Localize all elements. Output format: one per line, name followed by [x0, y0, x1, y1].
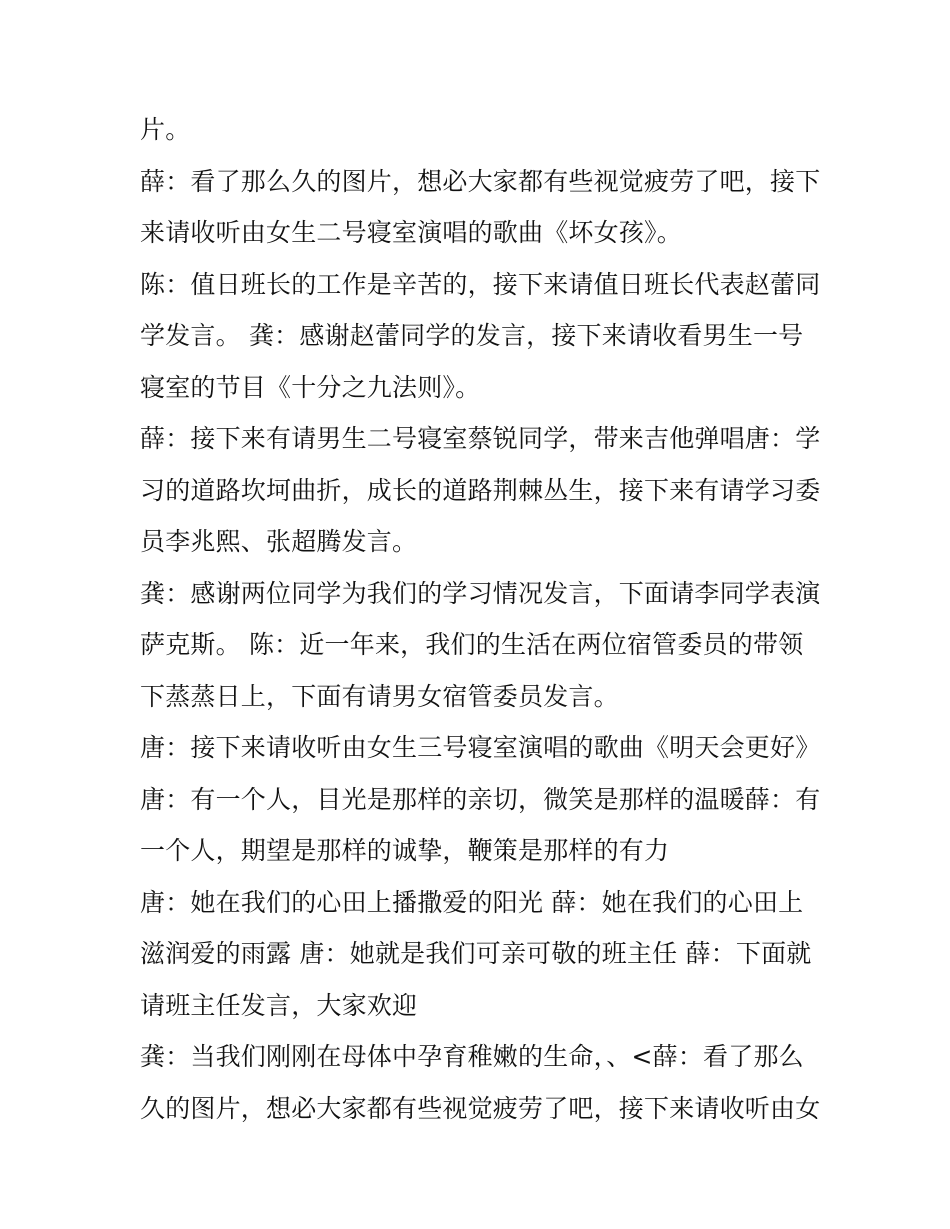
text-line: 久的图片，想必大家都有些视觉疲劳了吧，接下来请收听由女 [140, 1093, 821, 1123]
text-line: 唐：有一个人，目光是那样的亲切，微笑是那样的温暖薛：有 [140, 784, 821, 814]
text-line: 滋润爱的雨露 唐：她就是我们可亲可敬的班主任 薛：下面就 [140, 939, 812, 968]
text-line: 唐：接下来请收听由女生三号寝室演唱的歌曲《明天会更好》 [140, 733, 821, 762]
text-line: 寝室的节目《十分之九法则》。 [140, 372, 481, 402]
text-line: 片。 [140, 115, 191, 144]
text-line: 陈：值日班长的工作是辛苦的，接下来请值日班长代表赵蕾同 [140, 269, 821, 299]
text-line: 龚：感谢两位同学为我们的学习情况发言，下面请李同学表演 [140, 578, 821, 608]
text-line: 学发言。 龚：感谢赵蕾同学的发言，接下来请收看男生一号 [140, 321, 804, 350]
text-line: 一个人，期望是那样的诚挚，鞭策是那样的有力 [140, 836, 670, 865]
text-line: 薛：接下来有请男生二号寝室蔡锐同学，带来吉他弹唱唐：学 [140, 424, 821, 453]
text-line: 薛：看了那么久的图片，想必大家都有些视觉疲劳了吧，接下 [140, 166, 821, 196]
text-line: 唐：她在我们的心田上播撒爱的阳光 薛：她在我们的心田上 [140, 887, 804, 917]
text-line: 龚：当我们刚刚在母体中孕育稚嫩的生命，、<薛：看了那么 [140, 1042, 804, 1071]
text-line: 萨克斯。 陈：近一年来，我们的生活在两位宿管委员的带领 [140, 630, 804, 659]
text-line: 下蒸蒸日上，下面有请男女宿管委员发言。 [140, 681, 619, 711]
text-line: 员李兆熙、张超腾发言。 [140, 527, 418, 556]
text-line: 请班主任发言，大家欢迎 [140, 990, 418, 1020]
text-line: 来请收听由女生二号寝室演唱的歌曲《坏女孩》。 [140, 218, 682, 247]
document-body [140, 104, 820, 1134]
text-line: 习的道路坎坷曲折，成长的道路荆棘丛生，接下来有请学习委 [140, 475, 821, 505]
